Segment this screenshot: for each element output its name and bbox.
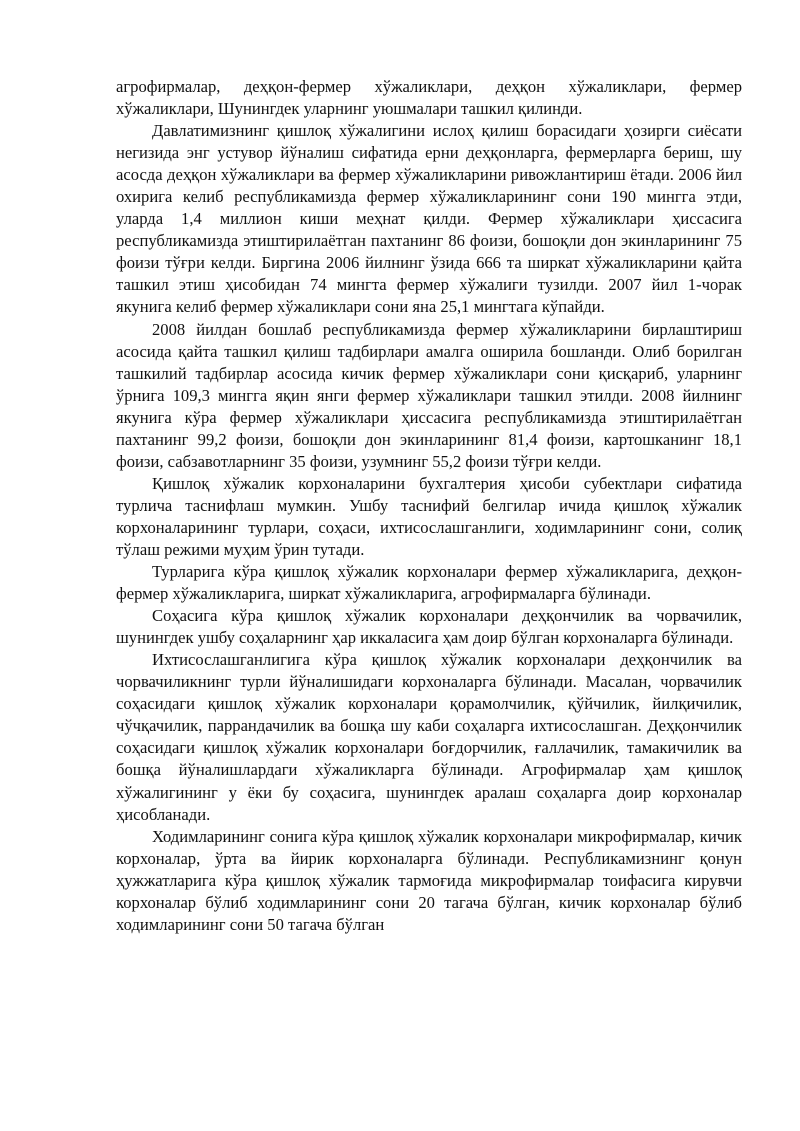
body-text (116, 76, 742, 936)
paragraph-continuation: агрофирмалар, деҳқон-фермер хўжаликлари, деҳқон хўжаликлари, фермер хўжаликлари, Шунингдек уларнинг уюшмалари ташкил қилинди. (116, 77, 742, 119)
paragraph-by-sector: Соҳасига кўра қишлоқ хўжалик корхоналари деҳқончилик ва чорвачилик, шунингдек ушбу соҳаларнинг ҳар иккаласига ҳам доир бўлган корхоналарга бўлинади. (116, 606, 742, 648)
paragraph-agrarian-reform: Давлатимизнинг қишлоқ хўжалигини ислоҳ қилиш борасидаги ҳозирги сиёсати негизида энг устувор йўналиш сифатида ерни деҳқонларга, фермерларга бериш, шу асосда деҳқон хўжаликлари ва фермер хўжаликларини ривожлантириш ётади. 2006 йил охирига келиб республикамизда фермер хўжаликларининг сони 190 мингга этди, уларда 1,4 миллион киши меҳнат қилди. Фермер хўжаликлари ҳиссасига республикамизда этиштирилаётган пахтанинг 86 фоизи, бошоқли дон экинларининг 75 фоизи тўғри келди. Биргина 2006 йилнинг ўзида 666 та ширкат хўжаликларини қайта ташкил этиш ҳисобидан 74 мингта фермер хўжалиги тузилди. 2007 йил 1-чорак якунига келиб фермер хўжаликлари сони яна 25,1 мингтага кўпайди. (116, 121, 742, 317)
paragraph-by-employee-count: Ходимларининг сонига кўра қишлоқ хўжалик корхоналари микрофирмалар, кичик корхоналар, ўрта ва йирик корхоналарга бўлинади. Республикамизнинг қонун ҳужжатларига кўра қишлоқ хўжалик тармоғида микрофирмалар тоифасига кирувчи корхоналар бўлиб ходимларининг сони 20 тагача бўлган, кичик корхоналар бўлиб ходимларининг сони 50 тагача бўлган (116, 826, 742, 934)
paragraph-by-type: Турларига кўра қишлоқ хўжалик корхоналари фермер хўжаликларига, деҳқон-фермер хўжаликларига, ширкат хўжаликларига, агрофирмаларга бўлинади. (116, 562, 742, 604)
paragraph-by-specialization: Ихтисослашганлигига кўра қишлоқ хўжалик корхоналари деҳқончилик ва чорвачиликнинг турли йўналишидаги корхоналарга бўлинади. Масалан, чорвачилик соҳасидаги қишлоқ хўжалик корхоналари қорамолчилик, қўйчилик, йилқичилик, чўчқачилик, паррандачилик ва бошқа шу каби соҳаларга ихтисослашган. Деҳқончилик соҳасидаги қишлоқ хўжалик корхоналари боғдорчилик, ғаллачилик, тамакичилик ва бошқа йўналишлардаги хўжаликларга бўлинади. Агрофирмалар ҳам қишлоқ хўжалигининг у ёки бу соҳасига, шунингдек аралаш соҳаларга доир корхоналар ҳисобланади. (116, 650, 742, 824)
paragraph-classification: Қишлоқ хўжалик корхоналарини бухгалтерия ҳисоби субектлари сифатида турлича таснифлаш мумкин. Ушбу таснифий белгилар ичида қишлоқ хўжалик корхоналарининг турлари, соҳаси, ихтисослашганлиги, ходимларининг сони, солиқ тўлаш режими муҳим ўрин тутади. (116, 473, 742, 559)
paragraph-farm-consolidation-2008: 2008 йилдан бошлаб республикамизда фермер хўжаликларини бирлаштириш асосида қайта ташкил қилиш тадбирлари амалга оширила бошланди. Олиб борилган ташкилий тадбирлар асосида кичик фермер хўжаликлари сони қисқариб, уларнинг ўрнига 109,3 мингга яқин янги фермер хўжаликлари ташкил этилди. 2008 йилнинг якунига кўра фермер хўжаликлари ҳиссасига республикамизда этиштирилаётган пахтанинг 99,2 фоизи, бошоқли дон экинларининг 81,4 фоизи, картошканинг 18,1 фоизи, сабзавотларнинг 35 фоизи, узумнинг 55,2 фоизи тўғри келди. (116, 319, 742, 471)
